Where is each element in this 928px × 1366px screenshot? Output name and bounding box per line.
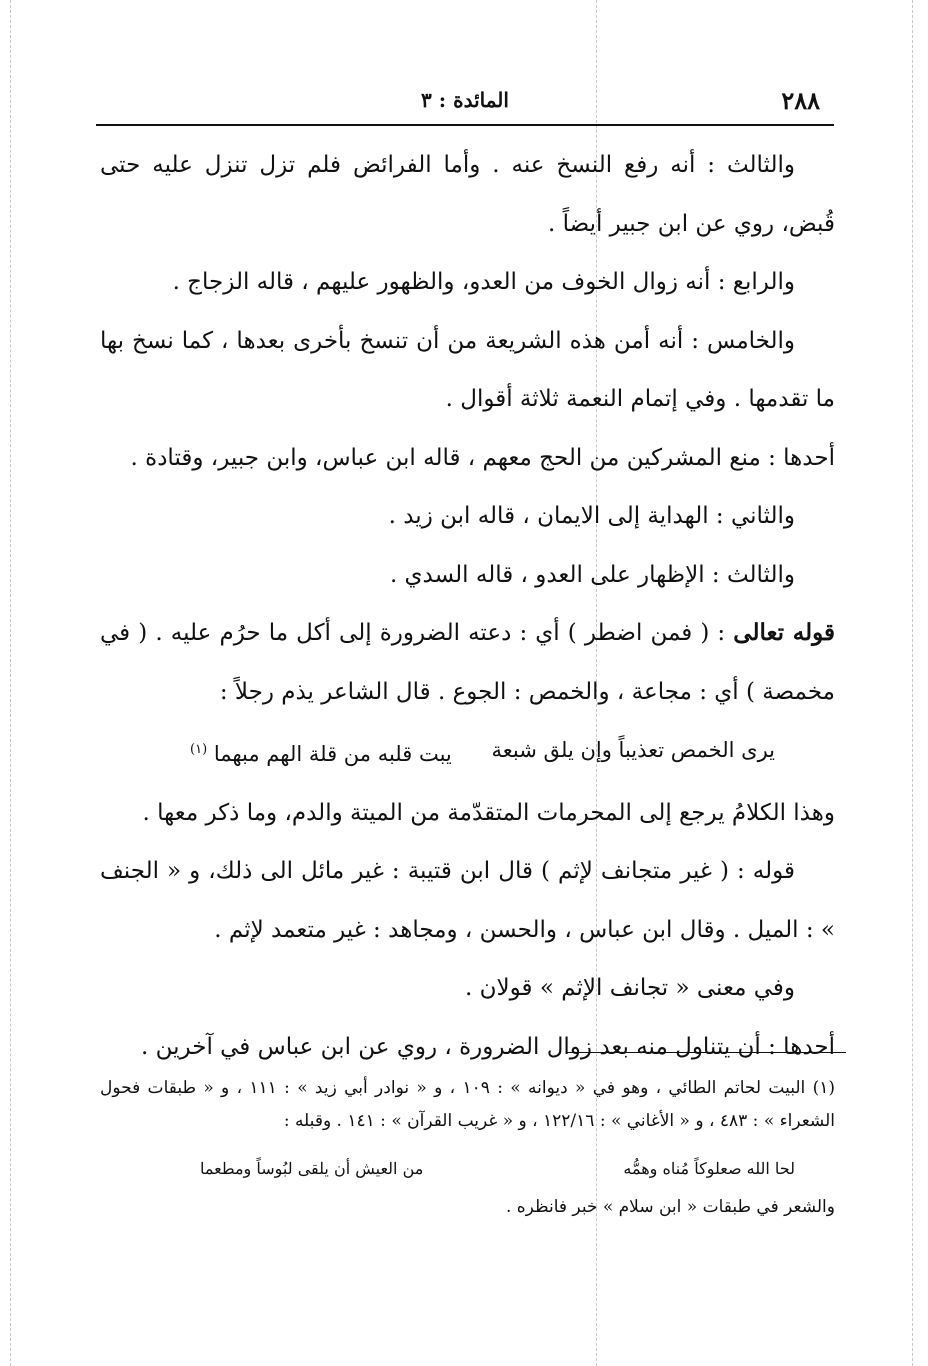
page-header [100,86,830,120]
footnote-marker: (١) [190,742,208,757]
page-number: ٢٨٨ [781,86,820,115]
main-text [100,136,835,1076]
footnote-rule [566,1052,846,1053]
verse-hemistich: يرى الخمص تعذيباً وإن يلق شبعة [491,738,775,762]
verse-hemistich: يبت قلبه من قلة الهم مبهما $^{(١)}$ [190,742,452,766]
poetry-verse [100,721,835,784]
paragraph: والثاني : الهداية إلى الايمان ، قاله ابن زيد . [388,503,795,529]
footnote-verse [100,1138,835,1191]
paragraph: قوله : ( غير متجانف لإثم ) قال ابن قتيبة : غير مائل الى ذلك، و « الجنف » : الميل . وقال ابن عباس ، والحسن ، ومجاهد : غير متعمد لإثم . [100,858,835,943]
verse-hemistich: من العيش أن يلقى لبُوساً ومطعما [200,1159,424,1178]
paragraph: والثالث : أنه رفع النسخ عنه . وأما الفرائض فلم تزل تنزل عليه حتى قُبض، روي عن ابن جبير أيضاً . [100,152,835,237]
keyword-qawluhu: قوله تعالى [733,619,835,646]
paragraph: أحدها : أن يتناول منه بعد زوال الضرورة ، روي عن ابن عباس في آخرين . [141,1033,835,1060]
paragraph [100,604,835,721]
paragraph: والرابع : أنه زوال الخوف من العدو، والظهور عليهم ، قاله الزجاج . [172,269,795,295]
paragraph: وفي معنى « تجانف الإثم » قولان . [465,975,795,1001]
footnote-text: (١) البيت لحاتم الطائي ، وهو في « ديوانه » : ١٠٩ ، و « نوادر أبي زيد » : ١١١ ، و « طبقات فحول الشعراء » : ٤٨٣ ، و « الأغاني » : ١٢٢/١٦ ، و « غريب القرآن » : ١٤١ . وقبله : [100,1078,835,1131]
paragraph-text: : ( فمن اضطر ) أي : دعته الضرورة إلى أكل ما حرُم عليه . ( في مخمصة ) أي : مجاعة ، والخمص : الجوع . قال الشاعر يذم رجلاً : [100,620,835,705]
header-rule [96,124,834,126]
footnote-text: والشعر في طبقات « ابن سلام » خبر فانظره . [505,1197,835,1217]
footnotes [100,1072,835,1224]
running-title: المائدة : ٣ [421,88,509,112]
verse-hemistich: لحا الله صعلوكاً مُناه وهمُّه [623,1159,795,1178]
paragraph: والثالث : الإظهار على العدو ، قاله السدي . [389,561,795,588]
paragraph: وهذا الكلامُ يرجع إلى المحرمات المتقدّمة من الميتة والدم، وما ذكر معها . [142,799,835,826]
paragraph: أحدها : منع المشركين من الحج معهم ، قاله ابن عباس، وابن جبير، وقتادة . [130,444,835,471]
paragraph: والخامس : أنه أمن هذه الشريعة من أن تنسخ بأخرى بعدها ، كما نسخ بها ما تقدمها . وفي إتمام النعمة ثلاثة أقوال . [100,327,835,412]
